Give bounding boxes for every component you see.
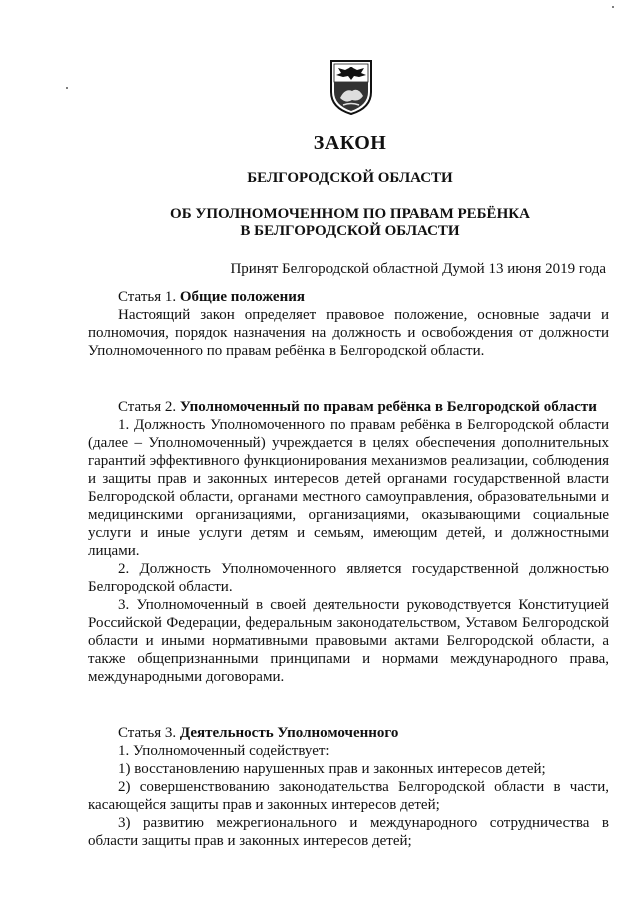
article3-paragraph1: 1. Уполномоченный содействует: bbox=[118, 743, 330, 759]
article1-text: Настоящий закон определяет правовое положение, основные задачи и полномочия, порядок назначения на должность и освобождения от должности Уполномоченного по правам ребёнка в Белгородской области. bbox=[88, 307, 609, 359]
law-region: БЕЛГОРОДСКОЙ ОБЛАСТИ bbox=[247, 170, 453, 186]
adoption-note: Принят Белгородской областной Думой 13 июня 2019 года bbox=[230, 261, 606, 277]
coat-of-arms-emblem bbox=[328, 58, 374, 116]
article2-prefix: Статья 2. bbox=[118, 399, 180, 415]
article2-paragraph1: 1. Должность Уполномоченного по правам ребёнка в Белгородской области (далее – Уполномоченный) учреждается в целях обеспечения дополнительных гарантий эффективного функционирования механизмов реализации, соблюдения и защиты прав и законных интересов детей органами государственной власти Белгородской области, органами местного самоуправления, образовательными и медицинскими организациями, организациями, оказывающими социальные услуги и иные услуги детям и семьям, имеющим детей, и должностными лицами. bbox=[88, 417, 609, 559]
article2-heading bbox=[88, 398, 609, 416]
article3-prefix: Статья 3. bbox=[118, 725, 180, 741]
article2-paragraph3: 3. Уполномоченный в своей деятельности руководствуется Конституцией Российской Федерации, федеральным законодательством, Уставом Белгородской области и иными нормативными правовыми актами Белгородской области, а также общепризнанными принципами и нормами международного права, международными договорами. bbox=[88, 597, 609, 685]
law-subject bbox=[0, 206, 640, 240]
article1-heading bbox=[88, 288, 609, 306]
article3-item1: 1) восстановлению нарушенных прав и законных интересов детей; bbox=[118, 761, 546, 777]
article2-paragraph2: 2. Должность Уполномоченного является государственной должностью Белгородской области. bbox=[88, 561, 609, 595]
article3-heading bbox=[88, 724, 609, 742]
article1-prefix: Статья 1. bbox=[118, 289, 180, 305]
article2-title: Уполномоченный по правам ребёнка в Белгородской области bbox=[179, 399, 597, 415]
scan-speck bbox=[612, 6, 614, 8]
law-subject-line1: ОБ УПОЛНОМОЧЕННОМ ПО ПРАВАМ РЕБЁНКА bbox=[170, 206, 530, 222]
article3-item2: 2) совершенствованию законодательства Белгородской области в части, касающейся защиты прав и законных интересов детей; bbox=[88, 779, 609, 813]
law-subject-line2: В БЕЛГОРОДСКОЙ ОБЛАСТИ bbox=[240, 223, 460, 239]
article3-title: Деятельность Уполномоченного bbox=[179, 725, 399, 741]
law-body bbox=[88, 288, 609, 850]
article1-title: Общие положения bbox=[179, 289, 305, 305]
article3-item3: 3) развитию межрегионального и международного сотрудничества в области защиты прав и законных интересов детей; bbox=[88, 815, 609, 849]
scan-speck bbox=[66, 87, 68, 89]
law-title: ЗАКОН bbox=[313, 132, 387, 154]
